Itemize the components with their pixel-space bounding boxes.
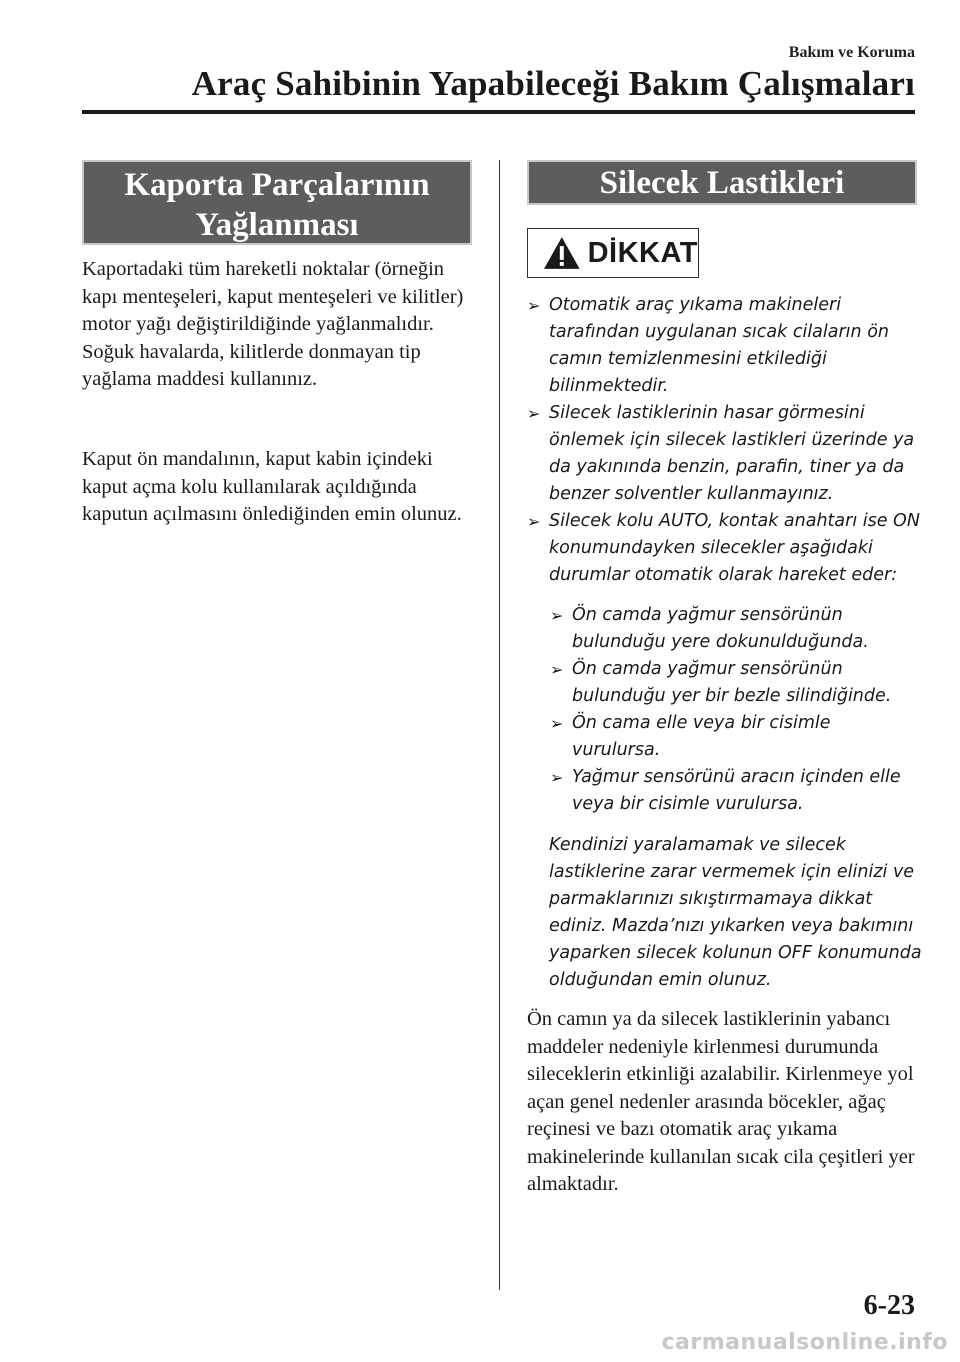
caution-bullet: ➢ Silecek lastiklerinin hasar görmesini önlemek için silecek lastikleri üzerinde ya da yakınında benzin, parafin, tiner ya da benzer solventler kullanmayınız. — [527, 400, 922, 508]
column-divider — [499, 160, 500, 1290]
arrow-bullet-icon: ➢ — [527, 296, 541, 315]
watermark: carmanualsonline.info — [661, 1330, 948, 1355]
body-paragraph-hood-latch: Kaput ön mandalının, kaput kabin içindeki kaput açma kolu kullanılarak açıldığında kaputun açılmasını önlediğinden emin olunuz. — [82, 448, 462, 525]
caution-sub-bullet: ➢ Ön camda yağmur sensörünün bulunduğu yer bir bezle silindiğinde. — [550, 656, 922, 710]
arrow-bullet-icon: ➢ — [527, 404, 541, 423]
section-heading-line-2: Yağlanması — [195, 207, 359, 243]
page-number: 6-23 — [863, 1290, 915, 1321]
caution-sub-bullet: ➢ Yağmur sensörünü aracın içinden elle veya bir cisimle vurulursa. — [550, 764, 922, 818]
section-heading-wiper-blades: Silecek Lastikleri — [527, 160, 917, 205]
caution-sub-bullet: ➢ Ön cama elle veya bir cisimle vurulursa. — [550, 710, 922, 764]
body-paragraph-wiper-dirt: Ön camın ya da silecek lastiklerinin yabancı maddeler nedeniyle kirlenmesi durumunda sileceklerin etkinliği azalabilir. Kirlenmeye yol açan genel nedenler arasında böcekler, ağaç reçinesi ve bazı otomatik araç yıkama makinelerinde kullanılan sıcak cila çeşitleri yer almaktadır. — [527, 1008, 915, 1195]
caution-sub-bullet-list — [550, 602, 922, 818]
section-heading-body-lubrication — [82, 160, 472, 245]
arrow-bullet-icon: ➢ — [550, 660, 564, 679]
caution-label: DİKKAT — [587, 236, 698, 269]
caution-box — [527, 228, 699, 278]
body-paragraph-lubrication: Kaportadaki tüm hareketli noktalar (örneğin kapı menteşeleri, kaput menteşeleri ve kilitler) motor yağı değiştirildiğinde yağlanmalıdır. Soğuk havalarda, kilitlerde donmayan tip yağlama maddesi kullanınız. — [82, 258, 464, 390]
warning-triangle-icon — [542, 235, 582, 271]
caution-bullet: ➢ Otomatik araç yıkama makineleri tarafından uygulanan sıcak cilaların ön camın temizlenmesini etkilediği bilinmektedir. — [527, 292, 922, 400]
header-title: Araç Sahibinin Yapabileceği Bakım Çalışmaları — [191, 64, 915, 103]
header-section-label: Bakım ve Koruma — [788, 44, 915, 61]
arrow-bullet-icon: ➢ — [550, 768, 564, 787]
arrow-bullet-icon: ➢ — [550, 714, 564, 733]
caution-bullet: ➢ Silecek kolu AUTO, kontak anahtarı ise ON konumundayken silecekler aşağıdaki durumlar otomatik olarak hareket eder: — [527, 508, 922, 589]
caution-bullet-list — [527, 292, 922, 589]
caution-sub-bullet: ➢ Ön camda yağmur sensörünün bulunduğu yere dokunulduğunda. — [550, 602, 922, 656]
header-rule — [82, 110, 915, 114]
arrow-bullet-icon: ➢ — [550, 606, 564, 625]
caution-note: Kendinizi yaralamamak ve silecek lastiklerine zarar vermemek için elinizi ve parmaklarınızı sıkıştırmamaya dikkat ediniz. Mazda’nızı yıkarken veya bakımını yaparken silecek kolunun OFF konumunda olduğundan emin olunuz. — [549, 835, 922, 990]
arrow-bullet-icon: ➢ — [527, 512, 541, 531]
section-heading-line-1: Kaporta Parçalarının — [124, 167, 430, 203]
